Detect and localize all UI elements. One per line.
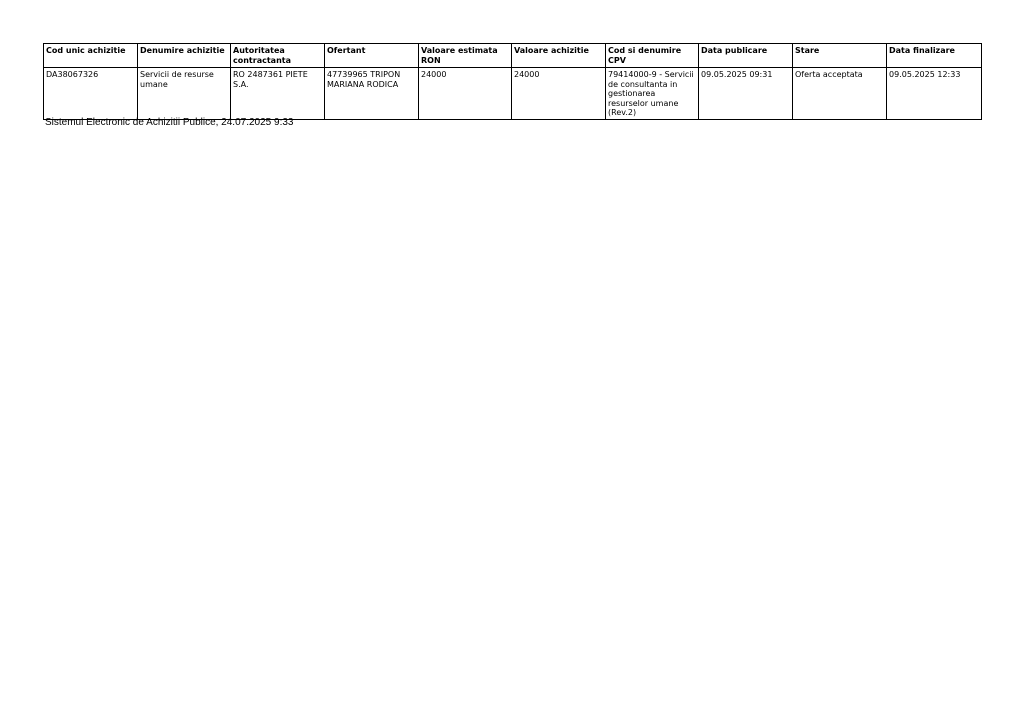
header-autoritatea-contractanta: Autoritatea contractanta bbox=[231, 44, 325, 68]
table-header-row bbox=[44, 44, 982, 68]
cell-cod-cpv: 79414000-9 - Servicii de consultanta in gestionarea resurselor umane (Rev.2) bbox=[606, 68, 699, 120]
cell-valoare-estimata: 24000 bbox=[419, 68, 512, 120]
cell-data-publicare: 09.05.2025 09:31 bbox=[699, 68, 793, 120]
header-valoare-estimata: Valoare estimata RON bbox=[419, 44, 512, 68]
cell-stare: Oferta acceptata bbox=[793, 68, 887, 120]
header-denumire-achizitie: Denumire achizitie bbox=[138, 44, 231, 68]
footer-timestamp: Sistemul Electronic de Achizitii Publice, 24.07.2025 9:33 bbox=[45, 117, 294, 128]
header-valoare-achizitie: Valoare achizitie bbox=[512, 44, 606, 68]
header-data-publicare: Data publicare bbox=[699, 44, 793, 68]
header-cod-unic-achizitie: Cod unic achizitie bbox=[44, 44, 138, 68]
cell-autoritatea-contractanta: RO 2487361 PIETE S.A. bbox=[231, 68, 325, 120]
procurement-table bbox=[43, 43, 982, 120]
cell-ofertant: 47739965 TRIPON MARIANA RODICA bbox=[325, 68, 419, 120]
header-cod-cpv: Cod si denumire CPV bbox=[606, 44, 699, 68]
cell-denumire-achizitie: Servicii de resurse umane bbox=[138, 68, 231, 120]
header-stare: Stare bbox=[793, 44, 887, 68]
table-row bbox=[44, 68, 982, 120]
header-data-finalizare: Data finalizare bbox=[887, 44, 982, 68]
cell-data-finalizare: 09.05.2025 12:33 bbox=[887, 68, 982, 120]
cell-cod-unic-achizitie: DA38067326 bbox=[44, 68, 138, 120]
header-ofertant: Ofertant bbox=[325, 44, 419, 68]
cell-valoare-achizitie: 24000 bbox=[512, 68, 606, 120]
